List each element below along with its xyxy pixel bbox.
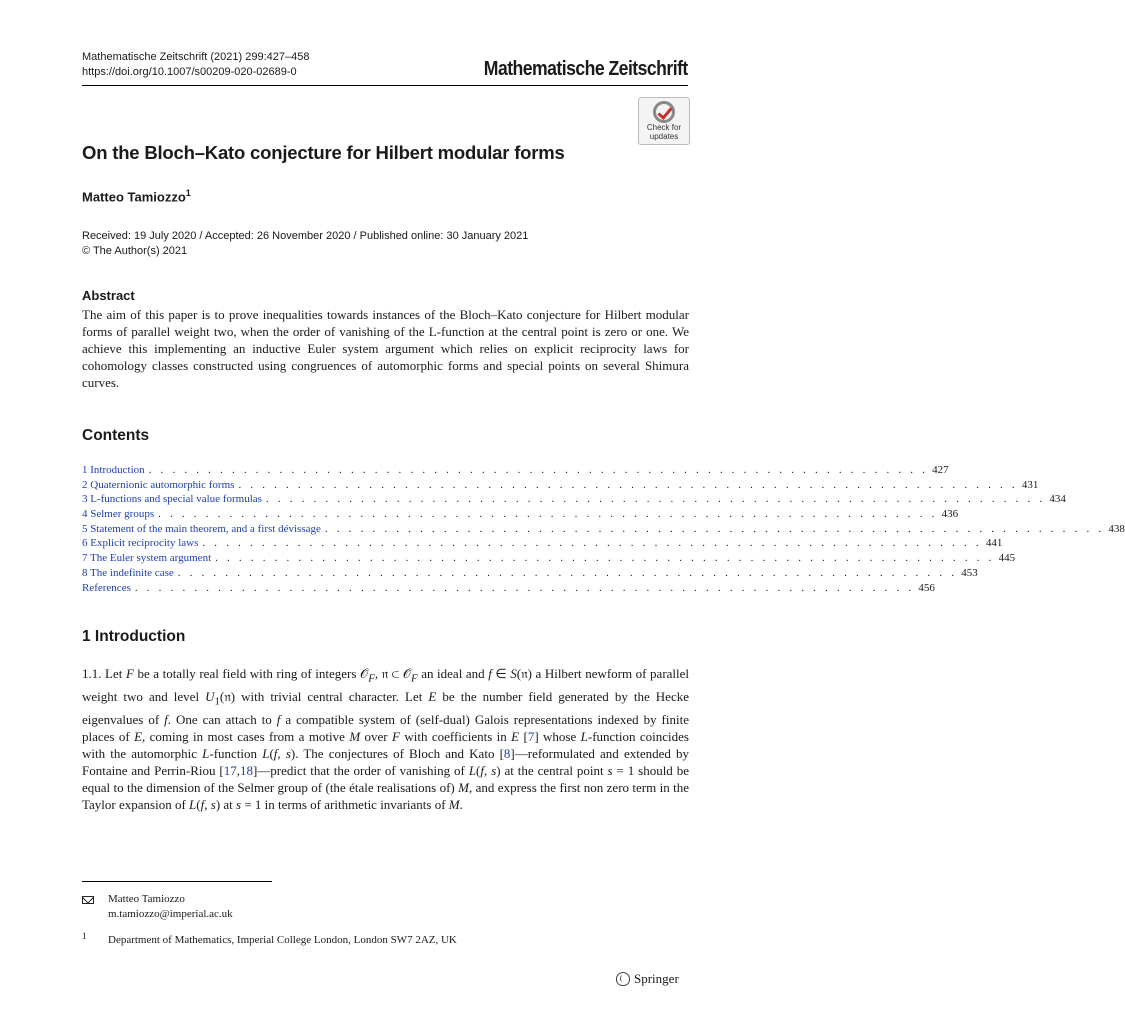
corresponding-author-name: Matteo Tamiozzo — [108, 893, 185, 905]
header-divider — [82, 85, 688, 86]
envelope-icon — [82, 896, 94, 904]
toc-item[interactable] — [82, 581, 935, 596]
check-badge-line1: Check for — [646, 123, 682, 132]
toc-item-label[interactable]: 4 Selmer groups — [82, 508, 155, 521]
abstract-heading: Abstract — [82, 288, 135, 303]
toc-item-label[interactable]: 1 Introduction — [82, 464, 145, 476]
toc-item[interactable] — [82, 463, 949, 478]
toc-item[interactable] — [82, 551, 1016, 566]
corresponding-author — [108, 892, 233, 922]
citation-link[interactable]: 18 — [239, 762, 253, 778]
toc-item-label[interactable]: References — [82, 581, 131, 594]
table-of-contents — [82, 463, 1125, 595]
toc-item[interactable] — [82, 507, 959, 522]
copyright: © The Author(s) 2021 — [82, 245, 188, 257]
toc-item-label[interactable]: 2 Quaternionic automorphic forms — [82, 478, 235, 491]
author-name: Matteo Tamiozzo — [82, 189, 186, 205]
doi-link[interactable]: https://doi.org/10.1007/s00209-020-02689-0 — [82, 66, 297, 78]
toc-item[interactable] — [82, 478, 1039, 493]
article-dates — [82, 229, 528, 259]
publisher-logo — [616, 971, 679, 987]
toc-item-page: 441 — [985, 537, 1003, 550]
toc-leader: . . . . . . . . . . . . . . . . . . . . . . . . . . . . . . . . . . . . . . . . . . . . . . . . . . . . . . . . . . . . . . . . . . — [148, 464, 929, 476]
toc-item-page: 427 — [932, 464, 949, 476]
springer-horse-icon — [616, 972, 630, 986]
toc-leader: . . . . . . . . . . . . . . . . . . . . . . . . . . . . . . . . . . . . . . . . . . . . . . . . . . . . . . . . . . . . . . . . . . — [238, 478, 1018, 491]
toc-item-page: 431 — [1021, 478, 1039, 491]
publication-dates: Received: 19 July 2020 / Accepted: 26 November 2020 / Published online: 30 January 2021 — [82, 230, 529, 242]
check-for-updates-badge[interactable] — [638, 97, 690, 145]
introduction-paragraph: 1.1. Let F be a totally real field with ring of integers 𝒪$_F$, 𝔫 ⊂ 𝒪$_F$ an ideal and f ∈ S(𝔫) a Hilbert newform of parallel weight two and level $U_1(𝔫)$ with trivial central character. Let E be the number field generated by the Hecke eigenvalues of f. One can attach to f a compatible system of (self-dual) Galois representations indexed by finite places of E, coming in most cases from a motive M over F with coefficients in E [7] whose L-function coincides with the automorphic L-function L(f, s). The conjectures of Bloch and Kato [8]—reformulated and extended by Fontaine and Perrin-Riou [17,18]—predict that the order of vanishing of L(f, s) at the central point s = 1 should be equal to the dimension of the Selmer group of (the étale realisations of) M, and express the first non zero term in the Taylor expansion of L(f, s) at s = 1 in terms of arithmetic invariants of M. — [82, 666, 690, 813]
corresponding-author-email[interactable]: m.tamiozzo@imperial.ac.uk — [108, 908, 233, 920]
toc-leader: . . . . . . . . . . . . . . . . . . . . . . . . . . . . . . . . . . . . . . . . . . . . . . . . . . . . . . . . . . . . . . . . . . — [158, 508, 938, 521]
check-updates-icon — [653, 101, 675, 123]
contents-heading: Contents — [82, 427, 150, 444]
section-heading-introduction: 1 Introduction — [82, 628, 186, 645]
publisher-name: Springer — [634, 971, 679, 986]
toc-leader: . . . . . . . . . . . . . . . . . . . . . . . . . . . . . . . . . . . . . . . . . . . . . . . . . . . . . . . . . . . . . . . . . . — [324, 522, 1105, 535]
author-affiliation-marker[interactable]: 1 — [185, 188, 191, 198]
footnote-divider — [82, 881, 272, 882]
journal-name: Mathematische Zeitschrift — [484, 58, 688, 80]
citation-link[interactable]: 7 — [527, 728, 535, 744]
paper-title: On the Bloch–Kato conjecture for Hilbert modular forms — [82, 142, 565, 163]
toc-leader: . . . . . . . . . . . . . . . . . . . . . . . . . . . . . . . . . . . . . . . . . . . . . . . . . . . . . . . . . . . . . . . . . . — [134, 581, 915, 594]
toc-leader: . . . . . . . . . . . . . . . . . . . . . . . . . . . . . . . . . . . . . . . . . . . . . . . . . . . . . . . . . . . . . . . . . . — [202, 537, 982, 550]
toc-item[interactable] — [82, 522, 1125, 537]
abstract-text: The aim of this paper is to prove inequalities towards instances of the Bloch–Kato conjecture for Hilbert modular forms of parallel weight two, when the order of vanishing of the L-function at the central point is zero or one. We achieve this implementing an inductive Euler system argument which relies on explicit reciprocity laws for cohomology classes constructed using congruences of automorphic forms and special points on several Shimura curves. — [82, 307, 689, 390]
toc-leader: . . . . . . . . . . . . . . . . . . . . . . . . . . . . . . . . . . . . . . . . . . . . . . . . . . . . . . . . . . . . . . . . . . — [265, 493, 1046, 506]
toc-item-page: 436 — [941, 508, 959, 521]
journal-citation: Mathematische Zeitschrift (2021) 299:427–458 — [82, 51, 310, 63]
check-badge-line2: updates — [649, 132, 679, 141]
toc-item-label[interactable]: 6 Explicit reciprocity laws — [82, 537, 199, 550]
toc-leader: . . . . . . . . . . . . . . . . . . . . . . . . . . . . . . . . . . . . . . . . . . . . . . . . . . . . . . . . . . . . . . . . . . — [215, 552, 995, 565]
toc-item[interactable] — [82, 566, 978, 581]
footnote-number: 1 — [82, 931, 87, 941]
toc-item-page: 438 — [1108, 522, 1125, 535]
toc-item-page: 453 — [961, 566, 978, 579]
citation-link[interactable]: 8 — [503, 745, 511, 761]
toc-item[interactable] — [82, 492, 1066, 507]
toc-item-label[interactable]: 5 Statement of the main theorem, and a first dévissage — [82, 522, 321, 535]
journal-reference — [82, 50, 309, 80]
author — [82, 188, 191, 204]
toc-item-page: 456 — [918, 581, 935, 594]
toc-item-page: 434 — [1049, 493, 1066, 506]
toc-item-label[interactable]: 7 The Euler system argument — [82, 552, 212, 565]
toc-item-label[interactable]: 8 The indefinite case — [82, 566, 174, 579]
toc-item-label[interactable]: 3 L-functions and special value formulas — [82, 493, 262, 506]
toc-leader: . . . . . . . . . . . . . . . . . . . . . . . . . . . . . . . . . . . . . . . . . . . . . . . . . . . . . . . . . . . . . . . . . . — [177, 566, 958, 579]
toc-item-page: 445 — [998, 552, 1016, 565]
toc-item[interactable] — [82, 536, 1003, 551]
citation-link[interactable]: 17 — [223, 762, 237, 778]
author-affiliation: Department of Mathematics, Imperial College London, London SW7 2AZ, UK — [108, 934, 457, 946]
